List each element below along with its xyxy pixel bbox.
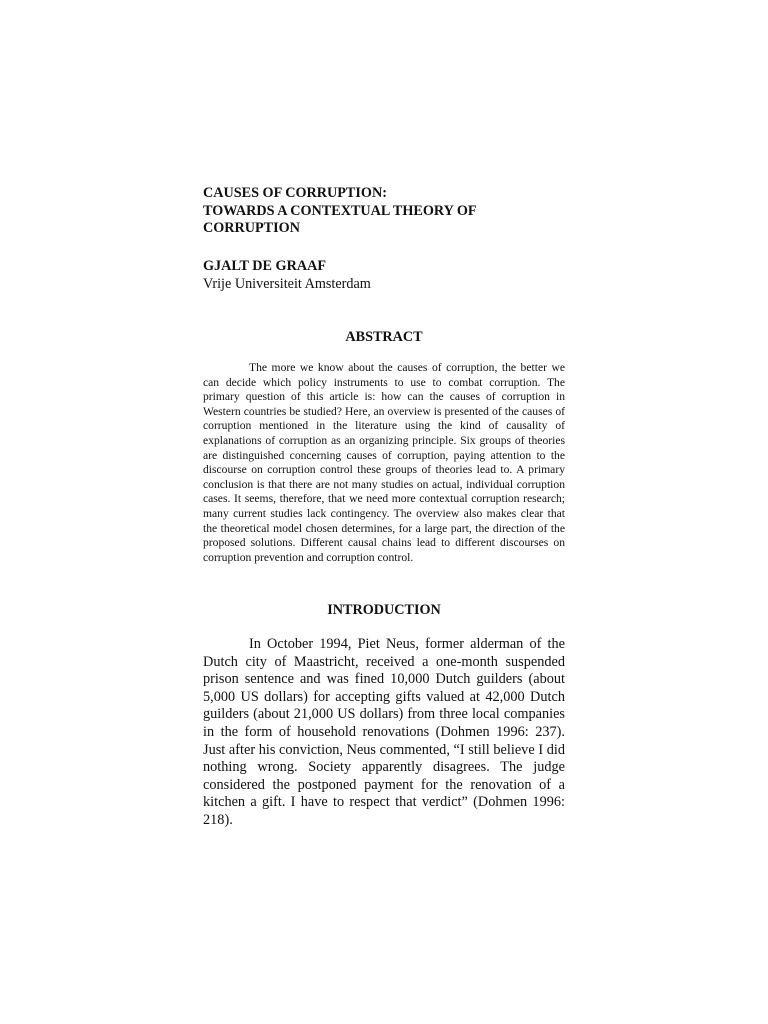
introduction-heading: INTRODUCTION: [327, 602, 441, 618]
author-affiliation: Vrije Universiteit Amsterdam: [203, 276, 371, 292]
introduction-text: In October 1994, Piet Neus, former alderman of the Dutch city of Maastricht, received a one-month suspended prison sentence and was fined 10,000 Dutch guilders (about 5,000 US dollars) for accepting gifts valued at 42,000 Dutch guilders (about 21,000 US dollars) from three local companies in the form of household renovations (Dohmen 1996: 237). Just after his conviction, Neus commented, “I still believe I did nothing wrong. Society apparently disagrees. The judge considered the postponed payment for the renovation of a kitchen a gift. I have to respect that verdict” (Dohmen 1996: 218).: [203, 636, 565, 828]
author-block: [203, 257, 565, 293]
author-name: GJALT DE GRAAF: [203, 258, 326, 274]
title-line: TOWARDS A CONTEXTUAL THEORY OF: [203, 202, 477, 219]
title-line: CAUSES OF CORRUPTION:: [203, 185, 387, 201]
title-line: CORRUPTION: [203, 220, 300, 236]
abstract-text: The more we know about the causes of corruption, the better we can decide which policy instruments to use to combat corruption. The primary question of this article is: how can the causes of corruption in Western countries be studied? Here, an overview is presented of the causes of corruption mentioned in the literature using the kind of causality of explanations of corruption as an organizing principle. Six groups of theories are distinguished concerning causes of corruption, paying attention to the discourse on corruption control these groups of theories lead to. A primary conclusion is that there are not many studies on actual, individual corruption cases. It seems, therefore, that we need more contextual corruption research; many current studies lack contingency. The overview also makes clear that the theoretical model chosen determines, for a large part, the direction of the proposed solutions. Different causal chains lead to different discourses on corruption prevention and corruption control.: [203, 361, 565, 564]
abstract-heading: ABSTRACT: [345, 329, 423, 345]
paper-title: [203, 185, 565, 238]
